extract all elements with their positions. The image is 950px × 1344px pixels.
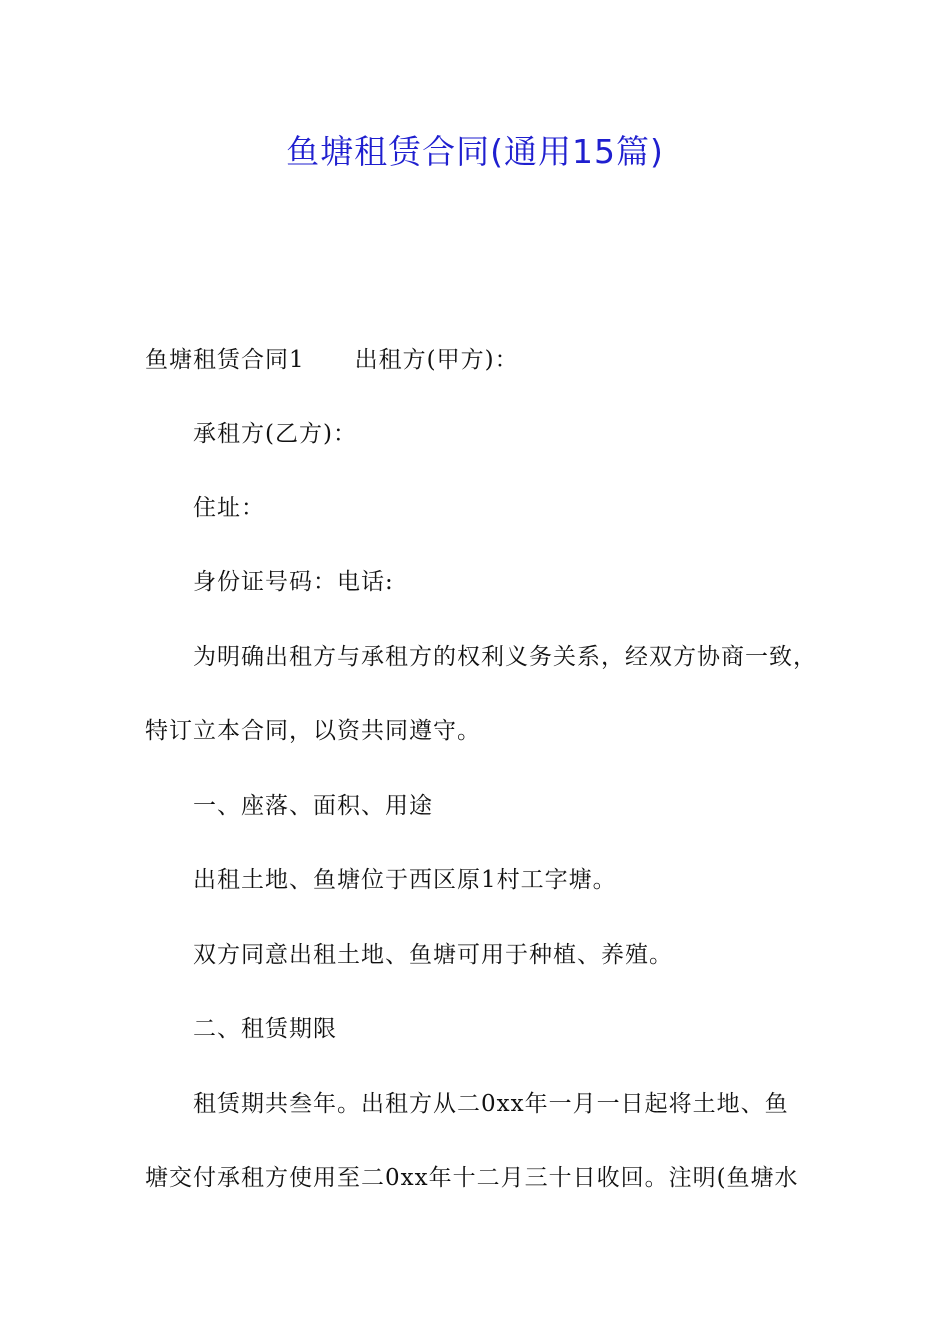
address-label: 住址： [193, 495, 265, 521]
clause-heading-term: 二、租赁期限 [193, 1016, 337, 1042]
document-title: 鱼塘租赁合同(通用15篇) [286, 132, 664, 171]
paragraph-purpose-line-1: 为明确出租方与承租方的权利义务关系，经双方协商一致， [193, 644, 817, 670]
lessor-label: 出租方(甲方)： [354, 347, 519, 373]
paragraph-location: 出租土地、鱼塘位于西区原1村工字塘。 [193, 867, 617, 893]
section-heading: 鱼塘租赁合同1 [145, 347, 305, 373]
id-phone-label: 身份证号码：电话: [193, 569, 394, 595]
paragraph-term-line-2: 塘交付承租方使用至二0xx年十二月三十日收回。注明(鱼塘水 [145, 1165, 799, 1191]
clause-heading-location: 一、座落、面积、用途 [193, 793, 433, 819]
first-line [145, 344, 519, 376]
paragraph-usage: 双方同意出租土地、鱼塘可用于种植、养殖。 [193, 942, 673, 968]
paragraph-term-line-1: 租赁期共叁年。出租方从二0xx年一月一日起将土地、鱼 [193, 1091, 789, 1117]
paragraph-purpose-line-2: 特订立本合同，以资共同遵守。 [145, 718, 481, 744]
lessee-label: 承租方(乙方)： [193, 421, 357, 447]
